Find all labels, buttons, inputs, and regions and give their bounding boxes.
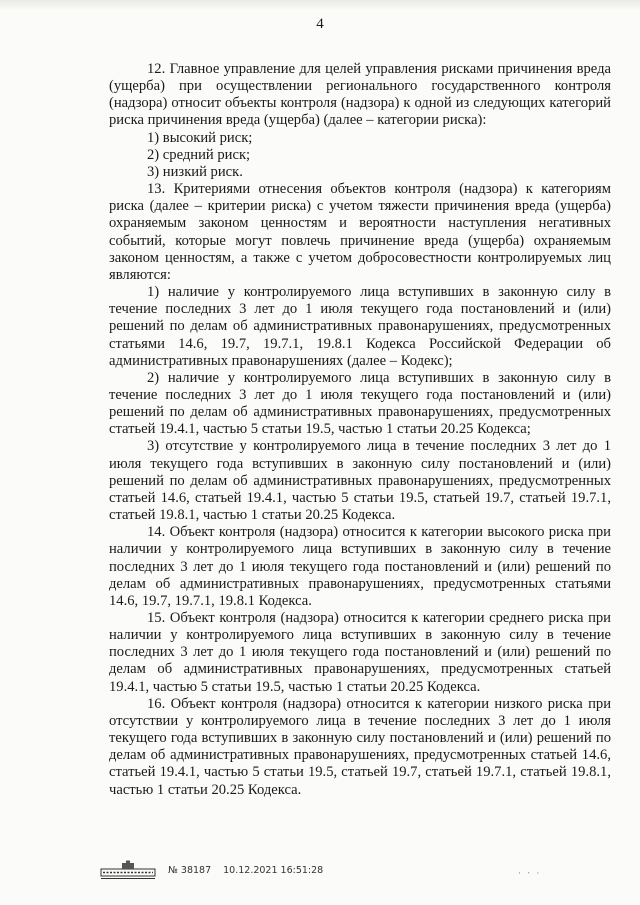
scan-shadow <box>0 0 640 10</box>
registry-stamp-icon <box>100 860 156 880</box>
list-item-low-risk: 3) низкий риск. <box>147 163 243 180</box>
paragraph-12: 12. Главное управление для целей управления рисками причинения вреда (ущерба) при осуществлении регионального государственного контроля (надзора) относит объекты контроля (надзора) к одной из следующих категорий риска причинения вреда (ущерба) (далее – категории риска): <box>109 61 611 129</box>
criterion-3: 3) отсутствие у контролируемого лица в течение последних 3 лет до 1 июля текущего года вступивших в законную силу постановлений и (или) решений по делам об административных правонарушениях, предусмотренных статьей 14.6, статьей 19.4.1, частью 5 статьи 19.5, статьей 19.7, статьей 19.7.1, статьей 19.8.1, частью 1 статьи 20.25 Кодекса. <box>109 438 611 524</box>
page-number: 4 <box>316 16 324 32</box>
document-number: № 38187 <box>168 864 212 876</box>
scan-marks: · ‧ · <box>518 868 542 878</box>
document-timestamp: 10.12.2021 16:51:28 <box>223 864 324 876</box>
paragraph-16: 16. Объект контроля (надзора) относится к категории низкого риска при отсутствии у контролируемого лица в течение последних 3 лет до 1 июля текущего года вступивших в законную силу постановлений и (или) решений по делам об административных правонарушениях, предусмотренных статьей 14.6, статьей 19.4.1, частью 5 статьи 19.5, статьей 19.7, статьей 19.7.1, статьей 19.8.1, частью 1 статьи 20.25 Кодекса. <box>109 695 611 798</box>
paragraph-13: 13. Критериями отнесения объектов контроля (надзора) к категориям риска (далее – критерии риска) с учетом тяжести причинения вреда (ущерба) охраняемым законом ценностям и вероятности наступления негативных событий, которые могут повлечь причинение вреда (ущерба) охраняемым законом ценностям, а также с учетом добросовестности контролируемых лиц являются: <box>109 181 611 283</box>
list-item-high-risk: 1) высокий риск; <box>147 129 253 146</box>
document-footer <box>100 858 323 882</box>
paragraph-15: 15. Объект контроля (надзора) относится к категории среднего риска при наличии у контролируемого лица вступивших в законную силу в течение последних 3 лет до 1 июля текущего года постановлений и (или) решений по делам об административных правонарушениях, предусмотренных статьей 19.4.1, частью 5 статьи 19.5, частью 1 статьи 20.25 Кодекса. <box>109 610 611 695</box>
paragraph-14: 14. Объект контроля (надзора) относится к категории высокого риска при наличии у контролируемого лица вступивших в законную силу в течение последних 3 лет до 1 июля текущего года постановлений и (или) решений по делам об административных правонарушениях, предусмотренных статьями 14.6, 19.7, 19.7.1, 19.8.1 Кодекса. <box>109 524 611 609</box>
criterion-2: 2) наличие у контролируемого лица вступивших в законную силу в течение последних 3 лет до 1 июля текущего года постановлений и (или) решений по делам об административных правонарушениях, предусмотренных статьей 19.4.1, частью 5 статьи 19.5, частью 1 статьи 20.25 Кодекса; <box>109 369 611 438</box>
criterion-1: 1) наличие у контролируемого лица вступивших в законную силу в течение последних 3 лет до 1 июля текущего года постановлений и (или) решений по делам об административных правонарушениях, предусмотренных статьями 14.6, 19.7, 19.7.1, 19.8.1 Кодекса Российской Федерации об административных правонарушениях (далее – Кодекс); <box>109 284 611 369</box>
document-body <box>109 61 611 799</box>
list-item-medium-risk: 2) средний риск; <box>147 146 251 163</box>
